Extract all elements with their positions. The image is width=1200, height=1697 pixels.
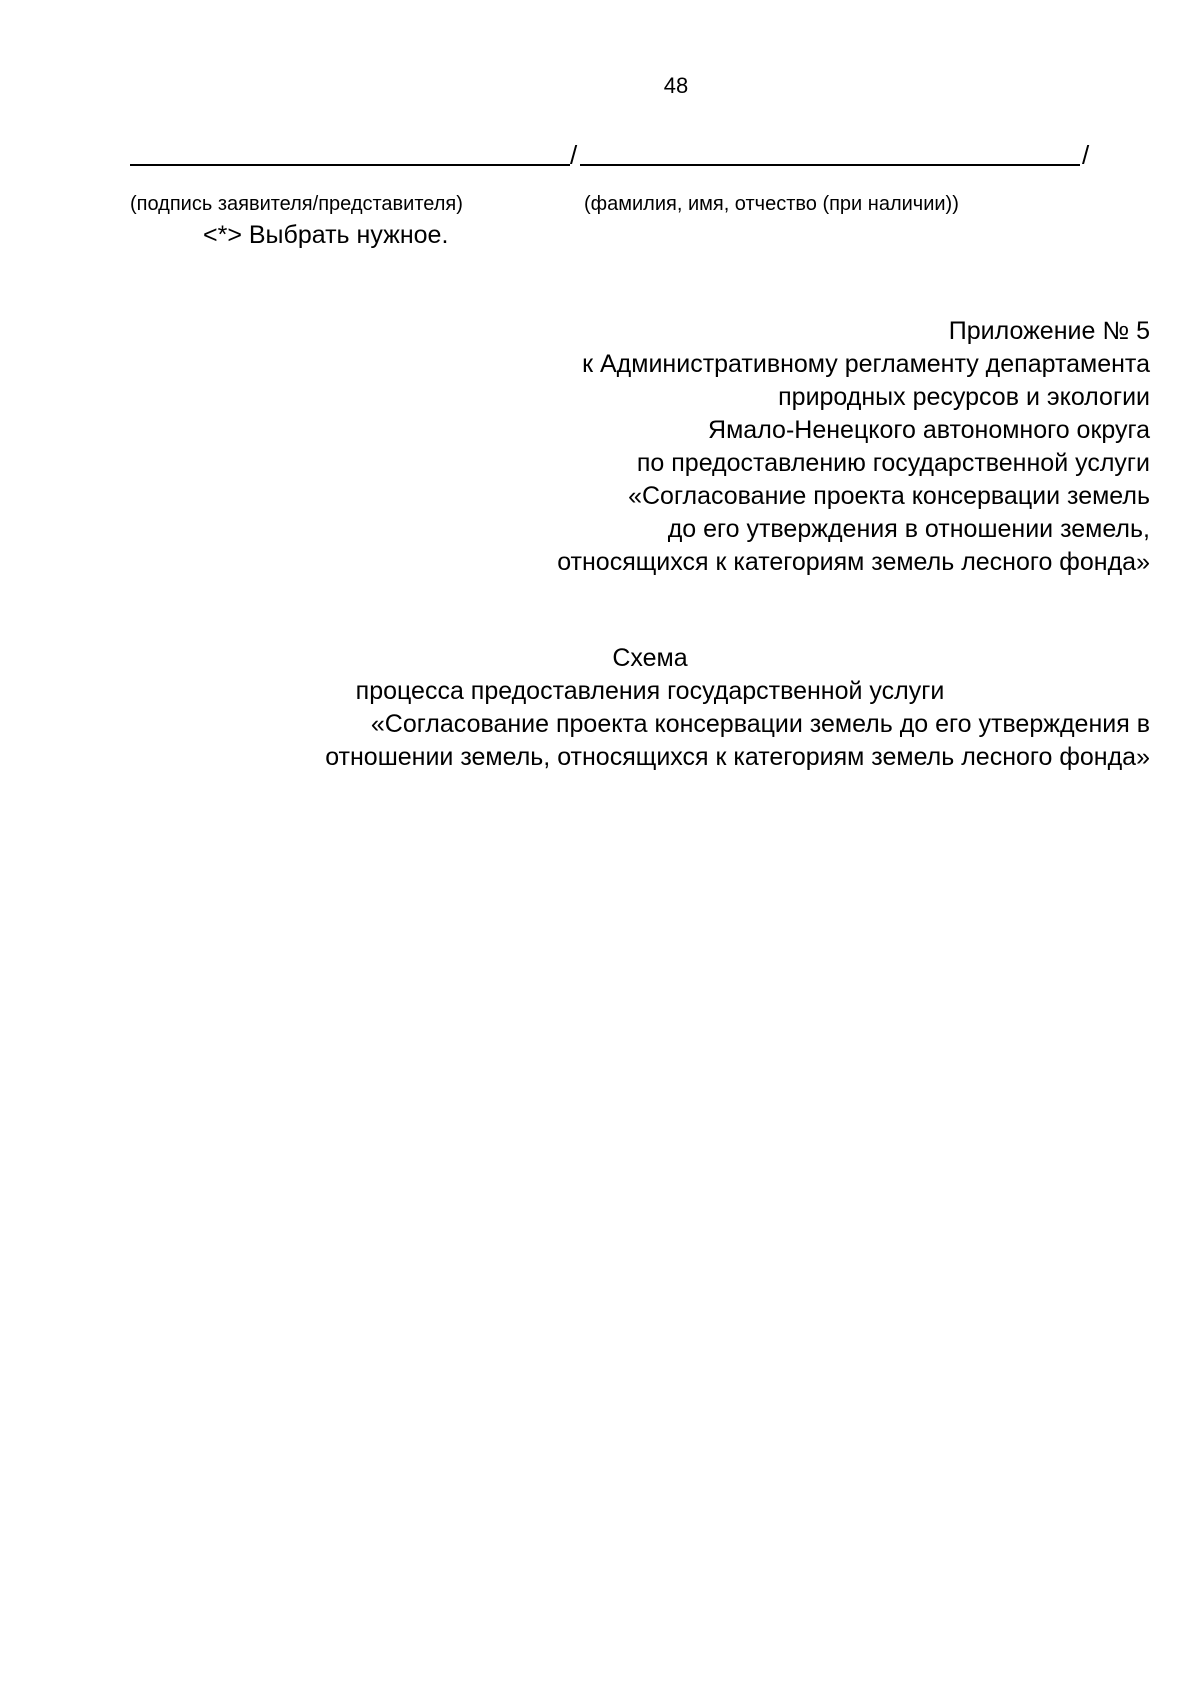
scheme-title (150, 642, 1150, 774)
appendix-header (350, 315, 1150, 579)
name-blank-line (580, 164, 1080, 166)
scheme-title-line: отношении земель, относящихся к категориям земель лесного фонда» (325, 743, 1150, 771)
footnote: <*> Выбрать нужное. (203, 221, 449, 249)
appendix-line: к Административному регламенту департамента (582, 350, 1150, 378)
scheme-title-line: «Согласование проекта консервации земель до его утверждения в (370, 710, 1150, 738)
appendix-line: «Согласование проекта консервации земель (628, 482, 1150, 510)
name-slash: / (1082, 140, 1090, 170)
signature-slash: / (570, 140, 578, 170)
appendix-line: по предоставлению государственной услуги (636, 449, 1150, 477)
signature-caption: (подпись заявителя/представителя) (130, 193, 463, 215)
appendix-line: относящихся к категориям земель лесного фонда» (557, 548, 1150, 576)
appendix-line: природных ресурсов и экологии (778, 383, 1150, 411)
scheme-title-line: процесса предоставления государственной услуги (355, 677, 945, 705)
appendix-line: до его утверждения в отношении земель, (667, 515, 1150, 543)
signature-blank-line (130, 164, 570, 166)
name-caption: (фамилия, имя, отчество (при наличии)) (584, 193, 959, 215)
appendix-line: Приложение № 5 (948, 317, 1150, 345)
signature-row (130, 132, 1130, 170)
appendix-line: Ямало-Ненецкого автономного округа (708, 416, 1150, 444)
scheme-title-line: Схема (612, 644, 688, 672)
page-number: 48 (663, 73, 689, 98)
